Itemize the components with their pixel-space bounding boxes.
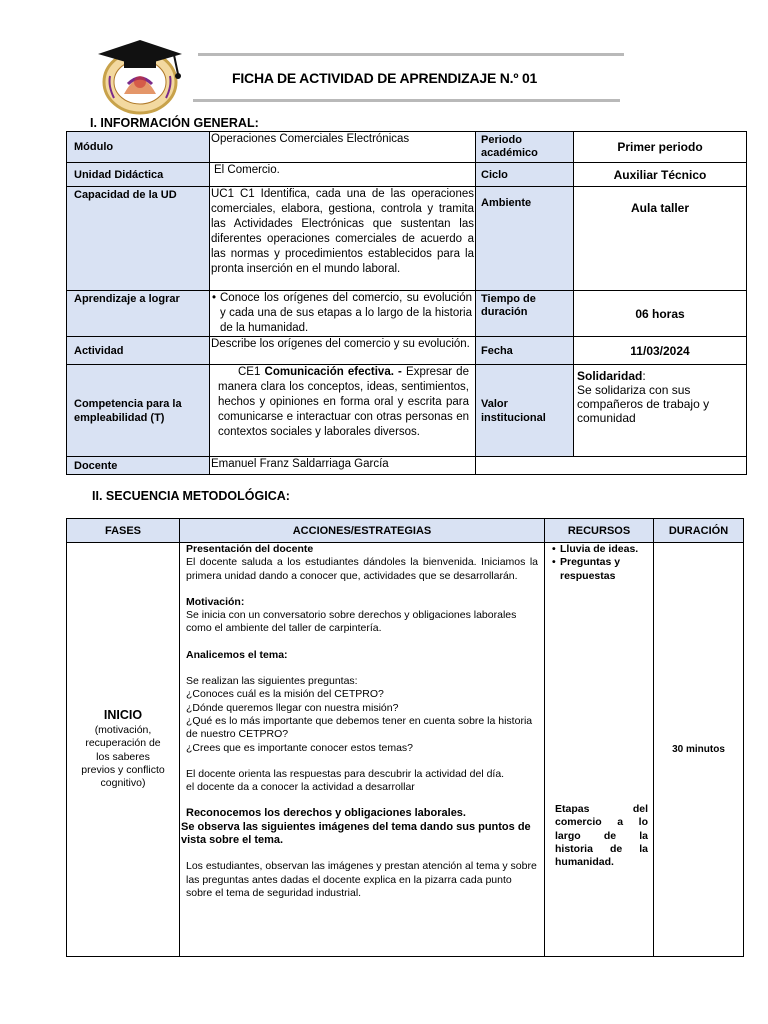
acciones-cell [180, 543, 545, 957]
capacidad-label: Capacidad de la UD [67, 187, 210, 291]
acciones-q4: ¿Crees que es importante conocer estos temas? [186, 741, 414, 754]
docente-empty [476, 457, 747, 475]
tiempo-label: Tiempo de duración [476, 291, 574, 337]
bullet-icon: • [212, 292, 217, 304]
recursos-etapas: Etapas del comercio a lo largo de la historia de la humanidad. [555, 803, 648, 869]
acciones-p5: Los estudiantes, observan las imágenes y prestan atención al tema y sobre las preguntas antes dadas el docente explica en la pizarra cada punto sobre el tema de seguridad industrial. [186, 860, 537, 899]
fecha-label: Fecha [476, 337, 574, 365]
recurso-item: • Preguntas y respuestas [552, 556, 646, 583]
header-acciones: ACCIONES/ESTRATEGIAS [180, 519, 545, 543]
section-title-secuencia: II. SECUENCIA METODOLÓGICA: [92, 489, 290, 503]
aprendizaje-value: Conoce los orígenes del comercio, su evolución y cada una de sus etapas a lo largo de la historia de la humanidad. [220, 292, 472, 334]
periodo-value: Primer periodo [574, 132, 747, 163]
acciones-p3: Se realizan las siguientes preguntas: [186, 675, 358, 688]
acciones-p4b: el docente da a conocer la actividad a desarrollar [186, 781, 415, 794]
fase-desc: (motivación, recuperación de los saberes previos y conflicto cognitivo) [81, 723, 165, 790]
competencia-code: CE1 [238, 366, 261, 378]
info-table [66, 131, 747, 475]
header-fases: FASES [67, 519, 180, 543]
valor-title: Solidaridad [577, 369, 643, 383]
header-rule-bottom [193, 99, 620, 102]
acciones-q3: ¿Qué es lo más importante que debemos tener en cuenta sobre la historia de nuestro CETPRO? [186, 714, 533, 741]
acciones-q1: ¿Conoces cuál es la misión del CETPRO? [186, 688, 384, 701]
fecha-value: 11/03/2024 [574, 337, 747, 365]
recursos-cell [545, 543, 654, 957]
acciones-h3: Analicemos el tema: [186, 648, 288, 661]
recurso-item: • Lluvia de ideas. [552, 543, 646, 556]
capacidad-value: UC1 C1 Identifica, cada una de las operaciones comerciales, elabora, gestiona, controla y tramita las Actividades Electrónicas que sustentan las diferentes operaciones comerciales de acuerdo a las normas y procedimientos establecidos para la pronta inserción en el mundo laboral. [210, 187, 476, 291]
modulo-label: Módulo [67, 132, 210, 163]
tiempo-value: 06 horas [574, 291, 747, 337]
docente-value: Emanuel Franz Saldarriaga García [210, 457, 476, 475]
document-title: FICHA DE ACTIVIDAD DE APRENDIZAJE N.º 01 [232, 70, 538, 86]
acciones-q2: ¿Dónde queremos llegar con nuestra misión? [186, 701, 399, 714]
acciones-p1: El docente saluda a los estudiantes dándoles la bienvenida. Iniciamos la primera unidad dando a conocer que, actividades que se desarrollarán. [186, 556, 538, 582]
sequence-table [66, 518, 744, 957]
aprendizaje-label: Aprendizaje a lograr [67, 291, 210, 337]
ciclo-value: Auxiliar Técnico [574, 163, 747, 187]
periodo-label: Periodo académico [476, 132, 574, 163]
competencia-label: Competencia para la empleabilidad (T) [67, 365, 210, 457]
valor-text: Se solidariza con sus compañeros de trabajo y comunidad [577, 383, 710, 425]
ambiente-value: Aula taller [574, 187, 747, 291]
header-rule-top [198, 53, 624, 56]
competencia-name: Comunicación efectiva. - [264, 366, 402, 378]
competencia-value [210, 365, 476, 457]
acciones-h2: Motivación: [186, 595, 245, 608]
actividad-value: Describe los orígenes del comercio y su evolución. [210, 337, 476, 365]
fase-inicio [67, 543, 180, 957]
acciones-p2: Se inicia con un conversatorio sobre derechos y obligaciones laborales como el ambiente del taller de carpintería. [186, 609, 517, 635]
acciones-h5: Se observa las siguientes imágenes del tema dando sus puntos de vista sobre el tema. [181, 820, 531, 847]
header-duracion: DURACIÓN [654, 519, 744, 543]
header-recursos: RECURSOS [545, 519, 654, 543]
section-title-informacion: I. INFORMACIÓN GENERAL: [90, 116, 259, 130]
competencia-text: Expresar de manera clara los conceptos, ideas, sentimientos, hechos y opiniones en forma oral y escrita para comunicarse e interactuar con otras personas en contextos sociales y laborales diversos. [218, 366, 469, 438]
acciones-h1: Presentación del docente [186, 543, 314, 555]
duracion-value: 30 minutos [654, 543, 744, 957]
valor-value: Solidaridad: Se solidariza con sus compañeros de trabajo y comunidad [574, 365, 747, 457]
fase-title: INICIO [103, 707, 143, 722]
acciones-h4: Reconocemos los derechos y obligaciones laborales. [186, 807, 466, 820]
actividad-label: Actividad [67, 337, 210, 365]
modulo-value: Operaciones Comerciales Electrónicas [210, 132, 476, 163]
institution-logo [94, 24, 184, 116]
ambiente-label: Ambiente [476, 187, 574, 291]
valor-label: Valor institucional [476, 365, 574, 457]
unidad-value: El Comercio. [210, 163, 476, 187]
docente-label: Docente [67, 457, 210, 475]
ciclo-label: Ciclo [476, 163, 574, 187]
unidad-label: Unidad Didáctica [67, 163, 210, 187]
acciones-p4a: El docente orienta las respuestas para descubrir la actividad del día. [186, 767, 505, 780]
